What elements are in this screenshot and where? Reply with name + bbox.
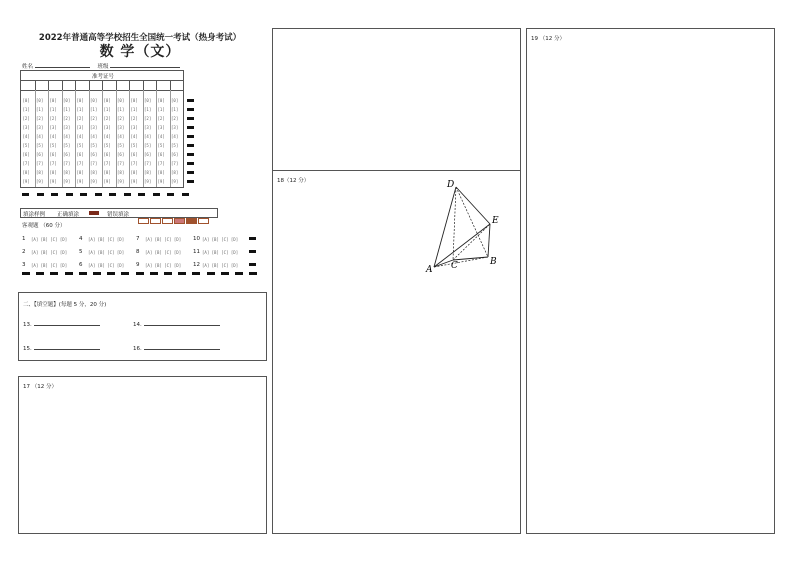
timing-mark	[164, 272, 172, 275]
grid-col-divider	[129, 80, 130, 90]
digit-bubble[interactable]: [1]	[36, 107, 44, 112]
timing-mark	[187, 99, 194, 102]
digit-bubble[interactable]: [4]	[130, 134, 138, 139]
timing-mark	[121, 272, 129, 275]
grid-col-divider	[35, 80, 36, 90]
digit-bubble[interactable]: [0]	[36, 98, 44, 103]
answer-line[interactable]	[34, 325, 100, 326]
timing-mark	[109, 193, 116, 196]
digit-bubble[interactable]: [4]	[22, 134, 30, 139]
timing-mark	[138, 193, 145, 196]
correct-fill-label: 正确填涂	[57, 212, 80, 218]
digit-bubble[interactable]: [4]	[36, 134, 44, 139]
digit-bubble[interactable]: [5]	[90, 143, 98, 148]
digit-bubble[interactable]: [6]	[117, 152, 125, 157]
digit-bubble[interactable]: [7]	[157, 161, 165, 166]
digit-bubble[interactable]: [3]	[130, 125, 138, 130]
timing-mark	[187, 108, 194, 111]
objective-title: 客观题 （60 分）	[22, 223, 66, 229]
digit-bubble[interactable]: [8]	[171, 170, 179, 175]
timing-mark	[79, 272, 87, 275]
edge-ae	[434, 224, 490, 267]
class-label: 班级	[97, 64, 109, 70]
wrong-sample	[186, 218, 197, 224]
timing-mark	[167, 193, 174, 196]
digit-bubble[interactable]: [3]	[36, 125, 44, 130]
timing-mark	[22, 193, 29, 196]
digit-bubble[interactable]: [5]	[157, 143, 165, 148]
timing-mark	[136, 272, 144, 275]
digit-bubble[interactable]: [6]	[76, 152, 84, 157]
timing-mark	[187, 117, 194, 120]
answer-options[interactable]: [A] [B] [C] [D]	[145, 237, 182, 242]
blank-number: 14.	[133, 322, 142, 328]
answer-box-19[interactable]	[526, 28, 775, 534]
digit-bubble[interactable]: [4]	[63, 134, 71, 139]
digit-bubble[interactable]: [4]	[171, 134, 179, 139]
digit-bubble[interactable]: [5]	[117, 143, 125, 148]
question-number: 7	[136, 236, 140, 242]
digit-bubble[interactable]: [0]	[157, 98, 165, 103]
digit-bubble[interactable]: [7]	[130, 161, 138, 166]
answer-options[interactable]: [A] [B] [C] [D]	[88, 263, 125, 268]
digit-bubble[interactable]: [7]	[103, 161, 111, 166]
name-label: 姓名	[22, 64, 34, 70]
admission-number-grid	[20, 70, 184, 188]
correct-fill-sample	[89, 211, 99, 215]
fill-example-label: 填涂样例	[23, 212, 46, 218]
digit-bubble[interactable]: [7]	[90, 161, 98, 166]
wrong-fill-label: 错误填涂	[107, 212, 130, 218]
wrong-sample	[174, 218, 185, 224]
question-number: 5	[79, 249, 83, 255]
grid-col-divider	[143, 80, 144, 90]
answer-options[interactable]: [A] [B] [C] [D]	[202, 263, 239, 268]
point-e-label: E	[492, 216, 499, 226]
blank-13[interactable]	[23, 322, 100, 328]
digit-bubble[interactable]: [1]	[22, 107, 30, 112]
digit-bubble[interactable]: [4]	[76, 134, 84, 139]
digit-bubble[interactable]: [4]	[117, 134, 125, 139]
digit-bubble[interactable]: [8]	[117, 170, 125, 175]
question-number: 1	[22, 236, 26, 242]
blank-15[interactable]	[23, 346, 100, 352]
digit-bubble[interactable]: [2]	[103, 116, 111, 121]
question-number: 3	[22, 262, 26, 268]
timing-mark	[249, 263, 256, 266]
timing-mark	[249, 272, 257, 275]
digit-bubble[interactable]: [7]	[22, 161, 30, 166]
wrong-sample	[198, 218, 209, 224]
timing-mark	[187, 171, 194, 174]
digit-bubble[interactable]: [6]	[36, 152, 44, 157]
digit-bubble[interactable]: [5]	[36, 143, 44, 148]
digit-bubble[interactable]: [5]	[76, 143, 84, 148]
timing-mark	[153, 193, 160, 196]
digit-bubble[interactable]: [3]	[171, 125, 179, 130]
answer-line[interactable]	[144, 325, 220, 326]
answer-line[interactable]	[144, 349, 220, 350]
question-number: 2	[22, 249, 26, 255]
timing-mark	[235, 272, 243, 275]
digit-bubble[interactable]: [9]	[144, 179, 152, 184]
timing-mark	[36, 272, 44, 275]
digit-bubble[interactable]: [6]	[103, 152, 111, 157]
admission-label: 准考证号	[91, 74, 114, 80]
point-c-label: C	[451, 261, 458, 271]
digit-bubble[interactable]: [6]	[171, 152, 179, 157]
digit-bubble[interactable]: [3]	[144, 125, 152, 130]
timing-mark	[207, 272, 215, 275]
digit-bubble[interactable]: [6]	[130, 152, 138, 157]
answer-options[interactable]: [A] [B] [C] [D]	[145, 263, 182, 268]
digit-bubble[interactable]: [6]	[90, 152, 98, 157]
digit-bubble[interactable]: [3]	[22, 125, 30, 130]
digit-bubble[interactable]: [8]	[76, 170, 84, 175]
digit-bubble[interactable]: [6]	[22, 152, 30, 157]
answer-box-continued[interactable]	[272, 28, 521, 171]
timing-mark	[95, 193, 102, 196]
grid-col-divider	[116, 80, 117, 90]
wrong-sample	[138, 218, 149, 224]
edge-de	[456, 187, 490, 224]
digit-bubble[interactable]: [0]	[90, 98, 98, 103]
digit-bubble[interactable]: [2]	[49, 116, 57, 121]
digit-bubble[interactable]: [0]	[49, 98, 57, 103]
point-d-label: D	[447, 180, 455, 190]
timing-mark	[187, 126, 194, 129]
answer-box-17[interactable]	[18, 376, 267, 534]
answer-options[interactable]: [A] [B] [C] [D]	[31, 263, 68, 268]
digit-bubble[interactable]: [9]	[157, 179, 165, 184]
digit-bubble[interactable]: [4]	[157, 134, 165, 139]
q19-label: 19 （12 分）	[531, 36, 565, 42]
name-field-row	[22, 62, 180, 70]
blank-number: 16.	[133, 346, 142, 352]
digit-bubble[interactable]: [8]	[130, 170, 138, 175]
subject-title: 数 学（文）	[99, 44, 181, 60]
digit-bubble[interactable]: [9]	[117, 179, 125, 184]
fill-blank-section	[18, 292, 267, 361]
digit-bubble[interactable]: [2]	[36, 116, 44, 121]
digit-bubble[interactable]: [9]	[130, 179, 138, 184]
timing-mark	[187, 135, 194, 138]
timing-mark	[22, 272, 30, 275]
question-number: 8	[136, 249, 140, 255]
edge-ab	[434, 257, 488, 267]
grid-col-divider	[75, 80, 76, 90]
pyramid-figure	[420, 176, 510, 276]
digit-bubble[interactable]: [9]	[63, 179, 71, 184]
digit-bubble[interactable]: [8]	[90, 170, 98, 175]
digit-bubble[interactable]: [3]	[63, 125, 71, 130]
fill-example-box	[20, 208, 218, 218]
grid-col-divider	[62, 80, 63, 90]
timing-mark	[37, 193, 44, 196]
blank-14[interactable]	[133, 322, 220, 328]
digit-bubble[interactable]: [4]	[90, 134, 98, 139]
q18-label: 18（12 分）	[277, 178, 310, 184]
digit-bubble[interactable]: [1]	[117, 107, 125, 112]
digit-bubble[interactable]: [5]	[103, 143, 111, 148]
digit-bubble[interactable]: [4]	[144, 134, 152, 139]
question-number: 10	[193, 236, 200, 242]
question-number: 6	[79, 262, 83, 268]
timing-mark	[192, 272, 200, 275]
digit-bubble[interactable]: [1]	[144, 107, 152, 112]
point-a-label: A	[426, 265, 433, 275]
digit-bubble[interactable]: [3]	[103, 125, 111, 130]
timing-mark	[249, 250, 256, 253]
digit-bubble[interactable]: [1]	[63, 107, 71, 112]
blank-number: 15.	[23, 346, 32, 352]
digit-bubble[interactable]: [9]	[22, 179, 30, 184]
grid-col-divider	[89, 80, 90, 90]
digit-bubble[interactable]: [2]	[144, 116, 152, 121]
digit-bubble[interactable]: [3]	[76, 125, 84, 130]
timing-mark	[249, 237, 256, 240]
digit-bubble[interactable]: [1]	[171, 107, 179, 112]
digit-bubble[interactable]: [9]	[171, 179, 179, 184]
grid-col-divider	[170, 80, 171, 90]
wrong-sample	[162, 218, 173, 224]
digit-bubble[interactable]: [1]	[49, 107, 57, 112]
digit-bubble[interactable]: [4]	[49, 134, 57, 139]
digit-bubble[interactable]: [3]	[117, 125, 125, 130]
timing-mark	[182, 193, 189, 196]
digit-bubble[interactable]: [4]	[103, 134, 111, 139]
grid-col-divider	[48, 80, 49, 90]
timing-mark	[80, 193, 87, 196]
timing-mark	[50, 272, 58, 275]
edge-cb	[453, 257, 488, 260]
digit-bubble[interactable]: [7]	[144, 161, 152, 166]
digit-bubble[interactable]: [8]	[157, 170, 165, 175]
wrong-sample	[150, 218, 161, 224]
answer-line[interactable]	[34, 349, 100, 350]
digit-bubble[interactable]: [9]	[49, 179, 57, 184]
point-b-label: B	[490, 257, 497, 267]
digit-bubble[interactable]: [0]	[117, 98, 125, 103]
digit-bubble[interactable]: [1]	[103, 107, 111, 112]
digit-bubble[interactable]: [0]	[63, 98, 71, 103]
question-number: 9	[136, 262, 140, 268]
edge-da	[434, 187, 456, 267]
digit-bubble[interactable]: [8]	[22, 170, 30, 175]
timing-mark	[178, 272, 186, 275]
digit-bubble[interactable]: [8]	[49, 170, 57, 175]
digit-bubble[interactable]: [2]	[117, 116, 125, 121]
digit-bubble[interactable]: [1]	[76, 107, 84, 112]
timing-mark	[51, 193, 58, 196]
digit-bubble[interactable]: [2]	[171, 116, 179, 121]
digit-bubble[interactable]: [6]	[49, 152, 57, 157]
digit-bubble[interactable]: [9]	[76, 179, 84, 184]
digit-bubble[interactable]: [5]	[22, 143, 30, 148]
question-number: 11	[193, 249, 200, 255]
answer-options[interactable]: [A] [B] [C] [D]	[88, 250, 125, 255]
digit-bubble[interactable]: [0]	[130, 98, 138, 103]
digit-bubble[interactable]: [1]	[130, 107, 138, 112]
timing-mark	[187, 162, 194, 165]
edge-eb	[488, 224, 490, 257]
digit-bubble[interactable]: [0]	[103, 98, 111, 103]
timing-mark	[66, 193, 73, 196]
digit-bubble[interactable]: [7]	[63, 161, 71, 166]
digit-bubble[interactable]: [3]	[49, 125, 57, 130]
digit-bubble[interactable]: [5]	[171, 143, 179, 148]
digit-bubble[interactable]: [0]	[171, 98, 179, 103]
digit-bubble[interactable]: [2]	[130, 116, 138, 121]
timing-mark	[107, 272, 115, 275]
timing-mark	[221, 272, 229, 275]
digit-bubble[interactable]: [9]	[103, 179, 111, 184]
digit-bubble[interactable]: [8]	[144, 170, 152, 175]
grid-col-divider	[156, 80, 157, 90]
timing-mark	[124, 193, 131, 196]
blank-number: 13.	[23, 322, 32, 328]
digit-bubble[interactable]: [6]	[63, 152, 71, 157]
answer-options[interactable]: [A] [B] [C] [D]	[31, 237, 68, 242]
timing-mark	[187, 180, 194, 183]
blank-16[interactable]	[133, 346, 220, 352]
wrong-fill-samples	[137, 210, 209, 229]
digit-bubble[interactable]: [1]	[90, 107, 98, 112]
digit-bubble[interactable]: [0]	[76, 98, 84, 103]
digit-bubble[interactable]: [0]	[22, 98, 30, 103]
timing-mark	[187, 153, 194, 156]
digit-bubble[interactable]: [6]	[157, 152, 165, 157]
digit-bubble[interactable]: [8]	[63, 170, 71, 175]
edge-ce	[453, 224, 490, 260]
digit-bubble[interactable]: [8]	[103, 170, 111, 175]
digit-bubble[interactable]: [2]	[76, 116, 84, 121]
timing-mark	[93, 272, 101, 275]
timing-mark	[187, 144, 194, 147]
digit-bubble[interactable]: [7]	[117, 161, 125, 166]
answer-options[interactable]: [A] [B] [C] [D]	[31, 250, 68, 255]
timing-mark	[150, 272, 158, 275]
digit-bubble[interactable]: [5]	[49, 143, 57, 148]
exam-title: 2022年普通高等学校招生全国统一考试（热身考试）	[38, 33, 242, 43]
answer-options[interactable]: [A] [B] [C] [D]	[202, 250, 239, 255]
digit-bubble[interactable]: [5]	[63, 143, 71, 148]
digit-bubble[interactable]: [1]	[157, 107, 165, 112]
timing-mark	[65, 272, 73, 275]
question-number: 12	[193, 262, 200, 268]
digit-bubble[interactable]: [7]	[36, 161, 44, 166]
digit-bubble[interactable]: [7]	[49, 161, 57, 166]
digit-bubble[interactable]: [3]	[90, 125, 98, 130]
digit-bubble[interactable]: [2]	[63, 116, 71, 121]
digit-bubble[interactable]: [9]	[36, 179, 44, 184]
digit-bubble[interactable]: [0]	[144, 98, 152, 103]
digit-bubble[interactable]: [2]	[90, 116, 98, 121]
digit-bubble[interactable]: [8]	[36, 170, 44, 175]
answer-options[interactable]: [A] [B] [C] [D]	[202, 237, 239, 242]
digit-bubble[interactable]: [7]	[171, 161, 179, 166]
name-blank[interactable]	[35, 67, 90, 68]
class-blank[interactable]	[110, 67, 180, 68]
digit-bubble[interactable]: [3]	[157, 125, 165, 130]
grid-col-divider	[102, 80, 103, 90]
digit-bubble[interactable]: [7]	[76, 161, 84, 166]
digit-bubble[interactable]: [9]	[90, 179, 98, 184]
digit-bubble[interactable]: [2]	[157, 116, 165, 121]
digit-bubble[interactable]: [6]	[144, 152, 152, 157]
digit-bubble[interactable]: [2]	[22, 116, 30, 121]
digit-bubble[interactable]: [5]	[130, 143, 138, 148]
q17-label: 17 （12 分）	[23, 384, 57, 390]
answer-options[interactable]: [A] [B] [C] [D]	[88, 237, 125, 242]
fill-blank-title: 二、【填空题】(每题 5 分，20 分)	[23, 302, 107, 308]
question-number: 4	[79, 236, 83, 242]
digit-bubble[interactable]: [5]	[144, 143, 152, 148]
answer-options[interactable]: [A] [B] [C] [D]	[145, 250, 182, 255]
